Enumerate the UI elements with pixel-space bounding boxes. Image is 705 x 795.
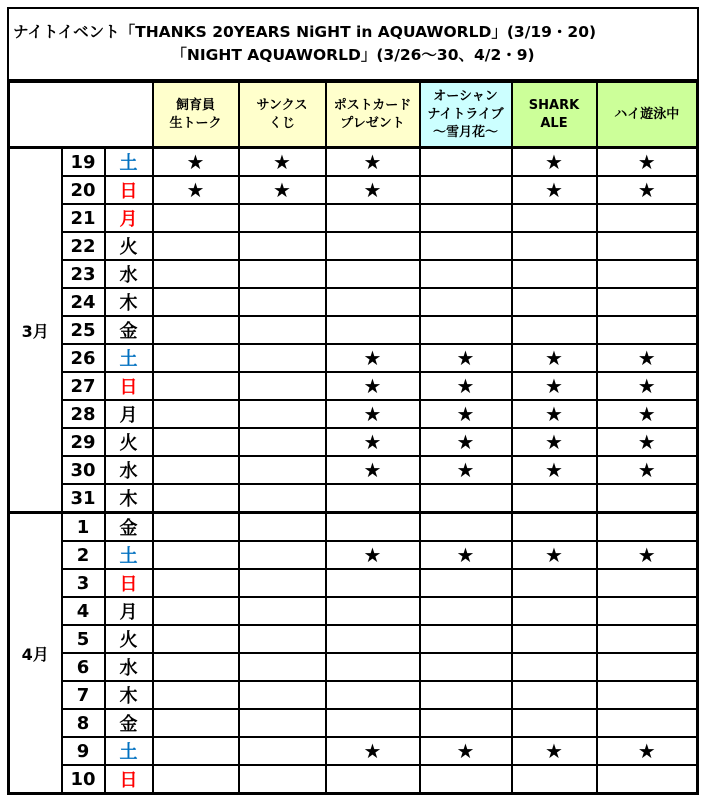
star-icon: ★ [545, 178, 563, 202]
column-header [239, 82, 326, 148]
star-icon: ★ [456, 543, 475, 567]
day-number: 19 [62, 148, 105, 177]
event-cell [153, 737, 239, 765]
event-cell [239, 232, 326, 260]
weekday: 水 [105, 653, 153, 681]
column-header [597, 82, 698, 148]
event-cell [420, 569, 512, 597]
weekday: 金 [105, 513, 153, 542]
event-cell [512, 288, 597, 316]
event-cell [512, 204, 597, 232]
day-number: 27 [62, 372, 105, 400]
event-cell [326, 765, 420, 794]
event-cell [239, 344, 326, 372]
weekday: 日 [105, 372, 153, 400]
event-cell [239, 569, 326, 597]
star-icon: ★ [545, 739, 563, 763]
weekday: 土 [105, 148, 153, 177]
event-cell [239, 456, 326, 484]
column-header-label: 〜雪月花〜 [432, 124, 498, 140]
weekday: 水 [105, 456, 153, 484]
event-cell [597, 260, 698, 288]
table-row [9, 681, 698, 709]
day-number: 23 [62, 260, 105, 288]
event-cell [597, 232, 698, 260]
event-cell [326, 737, 420, 765]
event-cell [153, 513, 239, 542]
star-icon: ★ [456, 346, 475, 370]
table-row [9, 597, 698, 625]
header-blank [9, 82, 153, 148]
event-cell [597, 456, 698, 484]
event-cell [326, 232, 420, 260]
event-cell [239, 541, 326, 569]
event-cell [326, 316, 420, 344]
table-row [9, 737, 698, 765]
event-cell [597, 597, 698, 625]
day-number: 30 [62, 456, 105, 484]
event-cell [326, 456, 420, 484]
column-header-label: ナイトライブ [427, 106, 504, 122]
event-cell [420, 400, 512, 428]
event-cell [239, 513, 326, 542]
star-icon: ★ [273, 150, 291, 174]
event-cell [512, 456, 597, 484]
weekday: 月 [105, 204, 153, 232]
event-cell [153, 625, 239, 653]
weekday: 金 [105, 316, 153, 344]
table-row [9, 204, 698, 232]
event-cell [239, 148, 326, 177]
weekday: 火 [105, 232, 153, 260]
star-icon: ★ [363, 739, 382, 763]
star-icon: ★ [456, 374, 475, 398]
table-row [9, 372, 698, 400]
weekday: 日 [105, 176, 153, 204]
event-cell [153, 428, 239, 456]
column-header-label: 生トーク [169, 115, 222, 131]
event-cell [420, 709, 512, 737]
event-cell [153, 456, 239, 484]
star-icon: ★ [363, 150, 382, 174]
star-icon: ★ [637, 543, 656, 567]
event-cell [597, 513, 698, 542]
table-row [9, 569, 698, 597]
event-cell [239, 765, 326, 794]
table-row [9, 484, 698, 513]
weekday: 火 [105, 625, 153, 653]
event-cell [239, 597, 326, 625]
event-cell [326, 428, 420, 456]
table-row [9, 709, 698, 737]
event-cell [420, 653, 512, 681]
event-cell [326, 400, 420, 428]
star-icon: ★ [637, 402, 656, 426]
title-line-2: 「NIGHT AQUAWORLD」(3/26〜30、4/2・9) [171, 46, 535, 64]
table-row [9, 288, 698, 316]
event-cell [597, 204, 698, 232]
event-cell [512, 316, 597, 344]
event-cell [239, 316, 326, 344]
event-cell [239, 400, 326, 428]
event-cell [239, 372, 326, 400]
event-cell [153, 653, 239, 681]
column-header [326, 82, 420, 148]
event-cell [512, 148, 597, 177]
day-number: 21 [62, 204, 105, 232]
event-cell [153, 288, 239, 316]
day-number: 3 [62, 569, 105, 597]
event-cell [597, 653, 698, 681]
weekday: 土 [105, 737, 153, 765]
event-cell [153, 597, 239, 625]
event-cell [153, 260, 239, 288]
star-icon: ★ [637, 739, 656, 763]
event-cell [512, 260, 597, 288]
star-icon: ★ [456, 739, 475, 763]
event-cell [597, 765, 698, 794]
event-cell [512, 400, 597, 428]
event-cell [326, 625, 420, 653]
event-cell [597, 484, 698, 513]
weekday: 木 [105, 484, 153, 513]
event-cell [239, 428, 326, 456]
event-cell [420, 513, 512, 542]
event-cell [512, 681, 597, 709]
day-number: 4 [62, 597, 105, 625]
event-cell [239, 681, 326, 709]
star-icon: ★ [273, 178, 291, 202]
event-cell [326, 597, 420, 625]
month-label: 4月 [9, 513, 62, 794]
header-row [9, 82, 698, 148]
event-cell [512, 737, 597, 765]
column-header-label: プレゼント [340, 115, 405, 131]
event-cell [153, 541, 239, 569]
event-cell [512, 709, 597, 737]
event-cell [512, 176, 597, 204]
event-cell [326, 148, 420, 177]
star-icon: ★ [456, 430, 475, 454]
weekday: 月 [105, 597, 153, 625]
event-cell [153, 765, 239, 794]
event-cell [597, 148, 698, 177]
table-row [9, 428, 698, 456]
star-icon: ★ [637, 346, 656, 370]
event-cell [153, 204, 239, 232]
star-icon: ★ [363, 346, 382, 370]
event-cell [153, 484, 239, 513]
star-icon: ★ [186, 150, 205, 174]
day-number: 2 [62, 541, 105, 569]
star-icon: ★ [637, 178, 656, 202]
event-cell [153, 344, 239, 372]
event-cell [239, 176, 326, 204]
star-icon: ★ [363, 178, 382, 202]
table-row [9, 148, 698, 177]
weekday: 土 [105, 344, 153, 372]
event-cell [420, 232, 512, 260]
star-icon: ★ [545, 458, 563, 482]
event-cell [153, 316, 239, 344]
column-header [153, 82, 239, 148]
event-cell [512, 513, 597, 542]
table-row [9, 176, 698, 204]
star-icon: ★ [456, 458, 475, 482]
event-cell [239, 260, 326, 288]
day-number: 29 [62, 428, 105, 456]
event-cell [512, 765, 597, 794]
event-cell [597, 737, 698, 765]
event-cell [326, 260, 420, 288]
column-header-label: オーシャン [433, 88, 498, 104]
table-row [9, 232, 698, 260]
column-header-label: ALE [540, 115, 568, 131]
star-icon: ★ [363, 402, 382, 426]
event-cell [326, 569, 420, 597]
event-cell [326, 288, 420, 316]
column-header-label: 飼育員 [175, 97, 215, 113]
event-cell [597, 428, 698, 456]
event-cell [326, 484, 420, 513]
event-cell [597, 681, 698, 709]
event-schedule-table [7, 80, 699, 795]
star-icon: ★ [545, 150, 563, 174]
day-number: 6 [62, 653, 105, 681]
day-number: 1 [62, 513, 105, 542]
star-icon: ★ [637, 458, 656, 482]
event-cell [239, 653, 326, 681]
month-label: 3月 [9, 148, 62, 513]
event-cell [597, 316, 698, 344]
day-number: 22 [62, 232, 105, 260]
event-cell [420, 260, 512, 288]
day-number: 5 [62, 625, 105, 653]
event-cell [420, 541, 512, 569]
event-cell [420, 681, 512, 709]
column-header [420, 82, 512, 148]
event-cell [326, 709, 420, 737]
event-cell [239, 625, 326, 653]
day-number: 31 [62, 484, 105, 513]
table-row [9, 625, 698, 653]
star-icon: ★ [363, 543, 382, 567]
star-icon: ★ [545, 346, 563, 370]
star-icon: ★ [363, 430, 382, 454]
star-icon: ★ [456, 402, 475, 426]
day-number: 24 [62, 288, 105, 316]
event-cell [512, 653, 597, 681]
weekday: 火 [105, 428, 153, 456]
column-header-label: くじ [268, 115, 295, 131]
weekday: 日 [105, 765, 153, 794]
schedule-title [7, 7, 699, 82]
event-cell [239, 288, 326, 316]
weekday: 水 [105, 260, 153, 288]
event-cell [420, 148, 512, 177]
column-header-label: SHARK [528, 97, 580, 113]
event-cell [420, 344, 512, 372]
event-cell [512, 372, 597, 400]
event-cell [420, 737, 512, 765]
star-icon: ★ [545, 430, 563, 454]
star-icon: ★ [363, 374, 382, 398]
star-icon: ★ [545, 402, 563, 426]
event-cell [153, 232, 239, 260]
event-cell [239, 737, 326, 765]
table-row [9, 541, 698, 569]
event-cell [239, 484, 326, 513]
weekday: 木 [105, 288, 153, 316]
event-cell [420, 484, 512, 513]
day-number: 20 [62, 176, 105, 204]
star-icon: ★ [545, 374, 563, 398]
event-cell [153, 569, 239, 597]
weekday: 日 [105, 569, 153, 597]
event-cell [153, 372, 239, 400]
event-cell [597, 372, 698, 400]
star-icon: ★ [637, 150, 656, 174]
event-cell [420, 625, 512, 653]
event-cell [326, 513, 420, 542]
event-cell [153, 176, 239, 204]
event-cell [512, 232, 597, 260]
event-cell [512, 484, 597, 513]
event-cell [420, 428, 512, 456]
weekday: 月 [105, 400, 153, 428]
day-number: 26 [62, 344, 105, 372]
event-cell [326, 541, 420, 569]
event-cell [597, 541, 698, 569]
event-cell [420, 288, 512, 316]
event-cell [512, 541, 597, 569]
event-cell [420, 316, 512, 344]
table-row [9, 653, 698, 681]
event-cell [153, 148, 239, 177]
event-cell [597, 176, 698, 204]
star-icon: ★ [186, 178, 205, 202]
day-number: 25 [62, 316, 105, 344]
event-cell [239, 204, 326, 232]
event-cell [153, 681, 239, 709]
star-icon: ★ [637, 430, 656, 454]
day-number: 9 [62, 737, 105, 765]
event-cell [326, 344, 420, 372]
event-cell [597, 625, 698, 653]
table-row [9, 316, 698, 344]
table-row [9, 344, 698, 372]
weekday: 金 [105, 709, 153, 737]
star-icon: ★ [545, 543, 563, 567]
event-cell [420, 176, 512, 204]
event-cell [326, 653, 420, 681]
event-cell [153, 709, 239, 737]
weekday: 木 [105, 681, 153, 709]
event-cell [512, 597, 597, 625]
weekday: 土 [105, 541, 153, 569]
event-cell [420, 765, 512, 794]
table-row [9, 513, 698, 542]
column-header [512, 82, 597, 148]
event-cell [597, 569, 698, 597]
day-number: 7 [62, 681, 105, 709]
event-cell [326, 372, 420, 400]
event-cell [420, 204, 512, 232]
column-header-label: ハイ遊泳中 [614, 106, 680, 122]
column-header-label: ポストカード [333, 97, 412, 113]
event-cell [597, 344, 698, 372]
table-row [9, 456, 698, 484]
event-cell [420, 597, 512, 625]
day-number: 10 [62, 765, 105, 794]
event-cell [597, 709, 698, 737]
table-row [9, 400, 698, 428]
star-icon: ★ [637, 374, 656, 398]
day-number: 28 [62, 400, 105, 428]
column-header-label: サンクス [256, 97, 308, 113]
event-cell [512, 344, 597, 372]
event-cell [420, 456, 512, 484]
event-cell [512, 625, 597, 653]
event-cell [239, 709, 326, 737]
event-cell [326, 176, 420, 204]
event-cell [597, 288, 698, 316]
event-cell [326, 681, 420, 709]
table-row [9, 260, 698, 288]
title-line-1: ナイトイベント「THANKS 20YEARS NiGHT in AQUAWORLD」(3/19・20) [13, 23, 597, 41]
event-cell [326, 204, 420, 232]
event-cell [153, 400, 239, 428]
table-row [9, 765, 698, 794]
event-cell [420, 372, 512, 400]
day-number: 8 [62, 709, 105, 737]
star-icon: ★ [363, 458, 382, 482]
event-cell [512, 428, 597, 456]
event-cell [597, 400, 698, 428]
event-cell [512, 569, 597, 597]
